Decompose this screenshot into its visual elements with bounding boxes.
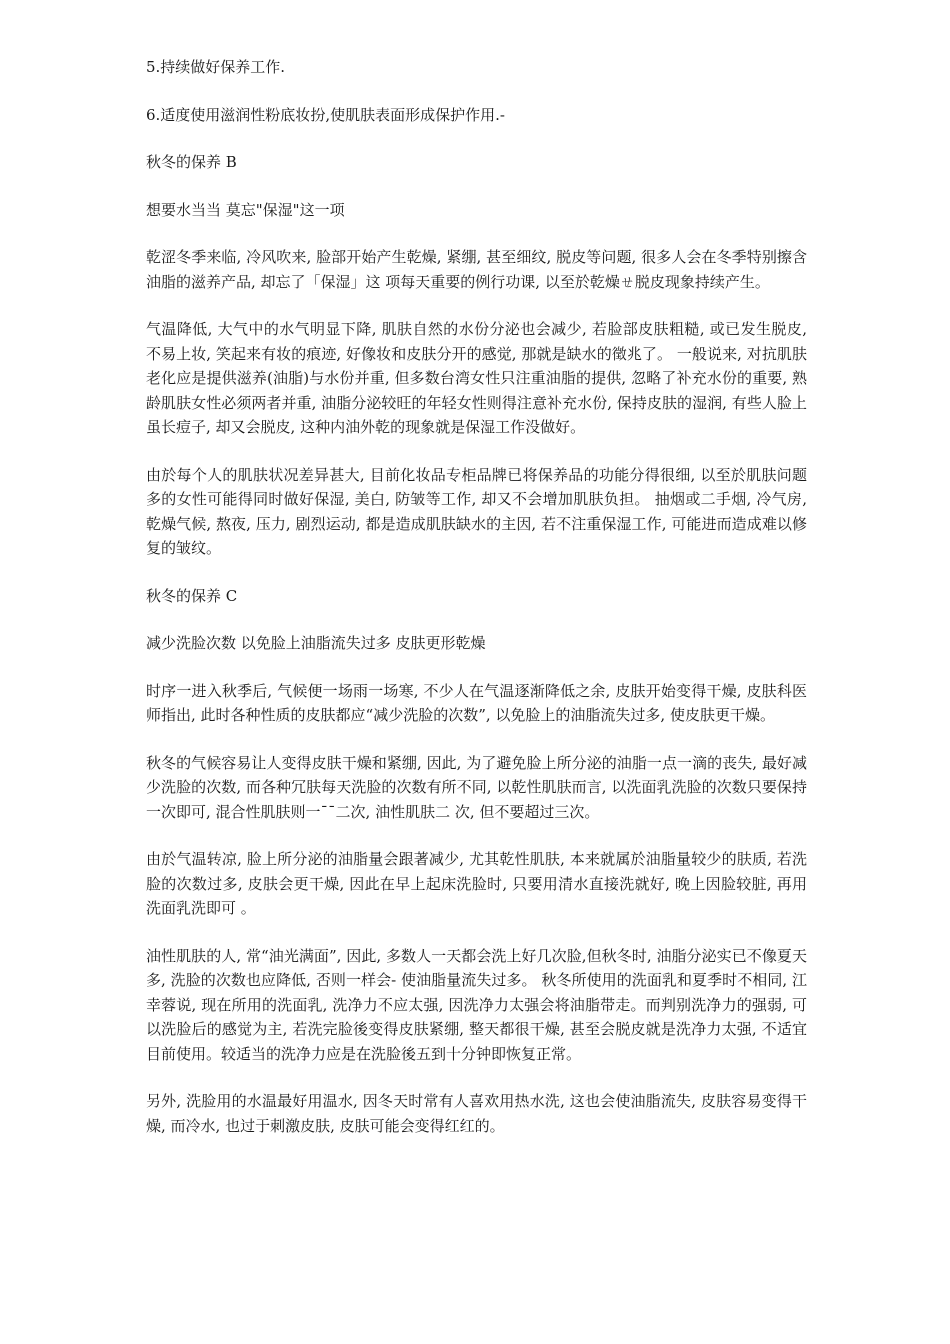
section-b-paragraph: 由於每个人的肌肤状况差异甚大, 目前化妆品专柜品牌已将保养品的功能分得很细, 以至於肌肤问题多的女性可能得同时做好保湿, 美白, 防皱等工作, 却又不会增加肌肤负担。 抽烟或二手烟, 冷气房, 乾燥气候, 熬夜, 压力, 剧烈运动, 都是造成肌肤缺水的主因, 若不注重保湿工作, 可能进而造成难以修复的皱纹。 xyxy=(146,465,807,557)
section-b-subtitle: 想要水当当 莫忘"保湿"这一项 xyxy=(146,200,345,219)
section-c-paragraph: 由於气温转凉, 脸上所分泌的油脂量会跟著减少, 尤其乾性肌肤, 本来就属於油脂量较少的肤质, 若洗脸的次数过多, 皮肤会更干燥, 因此在早上起床洗脸时, 只要用清水直接洗就好, 晚上因脸较脏, 再用洗面乳洗即可 。 xyxy=(146,850,807,917)
section-c-paragraph: 另外, 洗脸用的水温最好用温水, 因冬天时常有人喜欢用热水洗, 这也会使油脂流失, 皮肤容易变得干燥, 而冷水, 也过于刺激皮肤, 皮肤可能会变得红红的。 xyxy=(146,1092,807,1135)
section-c-paragraph: 油性肌肤的人, 常“油光满面”, 因此, 多数人一天都会洗上好几次脸,但秋冬时, 油脂分泌实已不像夏天多, 洗脸的次数也应降低, 否则一样会- 使油脂量流失过多。 秋冬所使用的洗面乳和夏季时不相同, 江幸蓉说, 现在所用的洗面乳, 洗净力不应太强, 因洗净力太强会将油脂带走。而判别洗净力的强弱, 可以洗脸后的感觉为主, 若洗完脸後变得皮肤紧绷, 整天都很干燥, 甚至会脱皮就是洗净力太强, 不适宜目前使用。较适当的洗净力应是在洗脸後五到十分钟即恢复正常。 xyxy=(146,946,807,1063)
section-c-subtitle: 减少洗脸次数 以免脸上油脂流失过多 皮肤更形乾燥 xyxy=(146,634,486,652)
section-c-title: 秋冬的保养 C xyxy=(146,586,238,605)
list-item-5: 5.持续做好保养工作. xyxy=(146,58,286,76)
section-b-paragraph: 气温降低, 大气中的水气明显下降, 肌肤自然的水份分泌也会减少, 若脸部皮肤粗糙, 或已发生脱皮, 不易上妆, 笑起来有妆的痕迹, 好像妆和皮肤分开的感觉, 那就是缺水的徵兆了。 一般说来, 对抗肌肤老化应是提供滋养(油脂)与水份并重, 但多数台湾女性只注重油脂的提供, 忽略了补充水份的重要, 熟龄肌肤女性必须两者并重, 油脂分泌较旺的年轻女性则得注意补充水份, 保持皮肤的湿润, 有些人脸上虽长痘子, 却又会脱皮, 这种内油外乾的现象就是保湿工作没做好。 xyxy=(146,320,807,436)
section-c-paragraph: 秋冬的气候容易让人变得皮肤干燥和紧绷, 因此, 为了避免脸上所分泌的油脂一点一滴的丧失, 最好减少洗脸的次数, 而各种冗肤每天洗脸的次数有所不同, 以乾性肌肤而言, 以洗面乳洗脸的次数只要保持一次即可, 混合性肌肤则一¯¯二次, 油性肌肤二 次, 但不要超过三次。 xyxy=(146,753,807,821)
section-c-paragraph: 时序一进入秋季后, 气候便一场雨一场寒, 不少人在气温逐渐降低之余, 皮肤开始变得干燥, 皮肤科医师指出, 此时各种性质的皮肤都应“减少洗脸的次数”, 以免脸上的油脂流失过多, 使皮肤更干燥。 xyxy=(146,681,807,724)
section-b-paragraph: 乾涩冬季来临, 冷风吹来, 脸部开始产生乾燥, 紧绷, 甚至细纹, 脱皮等问题, 很多人会在冬季特别擦含油脂的滋养产品, 却忘了「保湿」这 项每天重要的例行功课, 以至於乾燥ㄝ脱皮现象持续产生。 xyxy=(146,248,807,291)
section-b-title: 秋冬的保养 B xyxy=(146,153,237,171)
list-item-6: 6.适度使用滋润性粉底妆扮,使肌肤表面形成保护作用.- xyxy=(146,105,505,124)
